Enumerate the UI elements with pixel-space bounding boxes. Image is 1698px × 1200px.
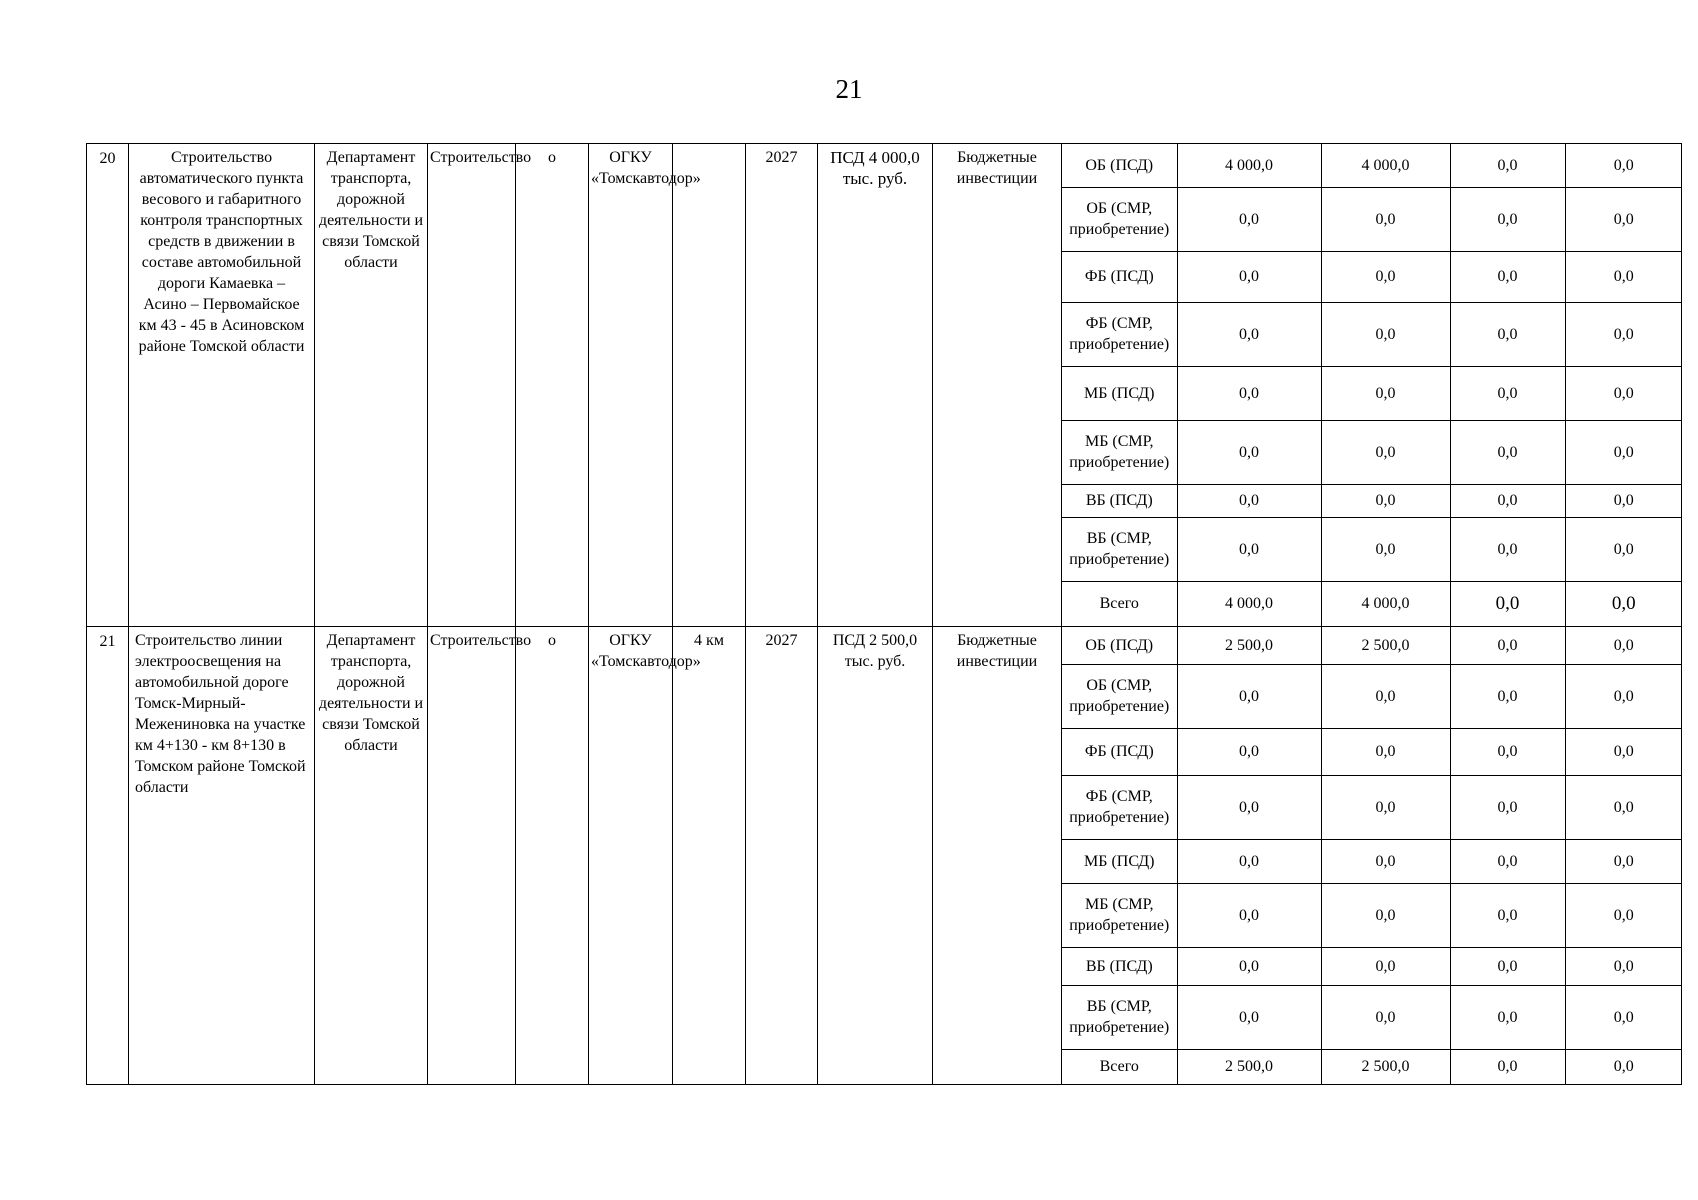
finance-value: 0,0 xyxy=(1450,144,1565,187)
finance-table xyxy=(1062,144,1682,626)
investment-form: Бюджетные инвестиции xyxy=(933,144,1062,627)
finance-row xyxy=(1062,484,1682,517)
finance-value: 0,0 xyxy=(1450,883,1565,947)
finance-value: 0,0 xyxy=(1177,775,1321,839)
finance-value: 0,0 xyxy=(1321,728,1450,775)
finance-row xyxy=(1062,251,1682,302)
finance-value: 0,0 xyxy=(1177,484,1321,517)
finance-source: ВБ (СМР, приобретение) xyxy=(1062,985,1177,1049)
finance-source: ФБ (СМР, приобретение) xyxy=(1062,302,1177,366)
finance-source: ОБ (СМР, приобретение) xyxy=(1062,664,1177,728)
finance-value: 4 000,0 xyxy=(1321,581,1450,626)
finance-source: ОБ (ПСД) xyxy=(1062,144,1177,187)
finance-value: 0,0 xyxy=(1565,947,1682,985)
investment-form: Бюджетные инвестиции xyxy=(933,627,1062,1085)
finance-value: 0,0 xyxy=(1565,664,1682,728)
table-row xyxy=(87,627,1682,1085)
finance-row xyxy=(1062,947,1682,985)
finance-source: ВБ (ПСД) xyxy=(1062,484,1177,517)
finance-value: 0,0 xyxy=(1177,664,1321,728)
finance-source: МБ (ПСД) xyxy=(1062,366,1177,420)
finance-value: 0,0 xyxy=(1450,947,1565,985)
finance-row xyxy=(1062,366,1682,420)
finance-row xyxy=(1062,517,1682,581)
finance-value: 0,0 xyxy=(1450,366,1565,420)
finance-value: 0,0 xyxy=(1321,947,1450,985)
finance-row xyxy=(1062,187,1682,251)
finance-value: 0,0 xyxy=(1177,302,1321,366)
finance-value: 0,0 xyxy=(1177,985,1321,1049)
finance-row xyxy=(1062,839,1682,883)
finance-value: 0,0 xyxy=(1321,517,1450,581)
finance-total-row xyxy=(1062,581,1682,626)
finance-value: 2 500,0 xyxy=(1177,627,1321,664)
finance-value: 0,0 xyxy=(1565,775,1682,839)
finance-value: 0,0 xyxy=(1321,775,1450,839)
finance-value: 2 500,0 xyxy=(1177,1049,1321,1084)
finance-value: 0,0 xyxy=(1450,728,1565,775)
finance-value: 0,0 xyxy=(1565,728,1682,775)
finance-value: 0,0 xyxy=(1450,302,1565,366)
finance-value: 0,0 xyxy=(1177,883,1321,947)
finance-value: 0,0 xyxy=(1450,664,1565,728)
finance-row xyxy=(1062,664,1682,728)
finance-source: ВБ (ПСД) xyxy=(1062,947,1177,985)
finance-source: МБ (ПСД) xyxy=(1062,839,1177,883)
finance-value: 0,0 xyxy=(1177,251,1321,302)
finance-value: 0,0 xyxy=(1565,839,1682,883)
finance-value: 0,0 xyxy=(1565,366,1682,420)
table-row xyxy=(87,144,1682,627)
finance-source: Всего xyxy=(1062,581,1177,626)
finance-value: 0,0 xyxy=(1321,302,1450,366)
finance-value: 0,0 xyxy=(1177,839,1321,883)
finance-value: 0,0 xyxy=(1450,251,1565,302)
finance-value: 0,0 xyxy=(1321,187,1450,251)
finance-value: 2 500,0 xyxy=(1321,627,1450,664)
finance-value: 0,0 xyxy=(1565,627,1682,664)
finance-value: 0,0 xyxy=(1450,985,1565,1049)
finance-block xyxy=(1062,627,1682,1085)
finance-value: 0,0 xyxy=(1450,581,1565,626)
work-type: Строительство xyxy=(428,627,516,1085)
finance-row xyxy=(1062,985,1682,1049)
customer: ОГКУ «Томскавтодор» xyxy=(589,627,673,1085)
object-name: Строительство автоматического пункта весового и габаритного контроля транспортных средств в движении в составе автомобильной дороги Камаевка – Асино – Первомайское км 43 - 45 в Асиновском районе Томской области xyxy=(129,144,315,627)
completion-year: 2027 xyxy=(746,144,818,627)
work-type: Строительство xyxy=(428,144,516,627)
finance-value: 0,0 xyxy=(1450,627,1565,664)
finance-value: 0,0 xyxy=(1450,775,1565,839)
finance-value: 4 000,0 xyxy=(1177,144,1321,187)
object-name: Строительство линии электроосвещения на автомобильной дороге Томск-Мирный-Межениновка на участке км 4+130 - км 8+130 в Томском районе Томской области xyxy=(129,627,315,1085)
finance-total-row xyxy=(1062,1049,1682,1084)
customer: ОГКУ «Томскавтодор» xyxy=(589,144,673,627)
finance-value: 0,0 xyxy=(1321,366,1450,420)
row-number: 21 xyxy=(87,627,129,1085)
finance-value: 4 000,0 xyxy=(1177,581,1321,626)
finance-source: ФБ (ПСД) xyxy=(1062,251,1177,302)
finance-source: МБ (СМР, приобретение) xyxy=(1062,883,1177,947)
finance-value: 0,0 xyxy=(1565,251,1682,302)
finance-value: 0,0 xyxy=(1611,593,1636,615)
capacity: 4 км xyxy=(673,627,746,1085)
finance-value: 0,0 xyxy=(1177,420,1321,484)
finance-value: 0,0 xyxy=(1177,366,1321,420)
finance-row xyxy=(1062,420,1682,484)
completion-year: 2027 xyxy=(746,627,818,1085)
finance-value: 0,0 xyxy=(1565,883,1682,947)
finance-value: 0,0 xyxy=(1565,517,1682,581)
finance-source: ФБ (СМР, приобретение) xyxy=(1062,775,1177,839)
finance-row xyxy=(1062,728,1682,775)
finance-value: 0,0 xyxy=(1565,144,1682,187)
finance-row xyxy=(1062,627,1682,664)
finance-value: 0,0 xyxy=(1321,839,1450,883)
responsible-department: Департамент транспорта, дорожной деятельности и связи Томской области xyxy=(315,627,428,1085)
finance-value: 0,0 xyxy=(1613,1058,1634,1076)
finance-value: 0,0 xyxy=(1565,187,1682,251)
finance-value: 0,0 xyxy=(1321,484,1450,517)
estimated-cost: ПСД 2 500,0 тыс. руб. xyxy=(818,627,933,1085)
estimated-cost: ПСД 4 000,0 тыс. руб. xyxy=(818,144,933,627)
finance-value: 0,0 xyxy=(1565,484,1682,517)
finance-value: 0,0 xyxy=(1321,985,1450,1049)
finance-row xyxy=(1062,302,1682,366)
finance-source: МБ (СМР, приобретение) xyxy=(1062,420,1177,484)
finance-value: 0,0 xyxy=(1450,839,1565,883)
finance-table xyxy=(1062,627,1682,1084)
object-mark: о xyxy=(516,144,589,627)
finance-value: 0,0 xyxy=(1177,517,1321,581)
finance-value: 0,0 xyxy=(1565,302,1682,366)
finance-value: 0,0 xyxy=(1321,664,1450,728)
finance-value: 0,0 xyxy=(1177,947,1321,985)
finance-value: 0,0 xyxy=(1450,517,1565,581)
finance-block xyxy=(1062,144,1682,627)
finance-value: 0,0 xyxy=(1450,420,1565,484)
responsible-department: Департамент транспорта, дорожной деятельности и связи Томской области xyxy=(315,144,428,627)
finance-value: 2 500,0 xyxy=(1321,1049,1450,1084)
finance-source: ВБ (СМР, приобретение) xyxy=(1062,517,1177,581)
finance-value: 0,0 xyxy=(1321,420,1450,484)
capacity xyxy=(673,144,746,627)
finance-source: ФБ (ПСД) xyxy=(1062,728,1177,775)
finance-value: 0,0 xyxy=(1450,187,1565,251)
finance-source: ОБ (ПСД) xyxy=(1062,627,1177,664)
finance-value: 0,0 xyxy=(1177,728,1321,775)
finance-value: 0,0 xyxy=(1565,420,1682,484)
row-number: 20 xyxy=(87,144,129,627)
finance-source: Всего xyxy=(1062,1049,1177,1084)
finance-value: 0,0 xyxy=(1565,985,1682,1049)
object-mark: о xyxy=(516,627,589,1085)
finance-value: 0,0 xyxy=(1450,1049,1565,1084)
finance-value: 0,0 xyxy=(1177,187,1321,251)
finance-row xyxy=(1062,775,1682,839)
investment-table xyxy=(86,143,1682,1085)
finance-value: 0,0 xyxy=(1321,251,1450,302)
finance-value: 0,0 xyxy=(1321,883,1450,947)
finance-value: 0,0 xyxy=(1450,484,1565,517)
finance-source: ОБ (СМР, приобретение) xyxy=(1062,187,1177,251)
page-number: 21 xyxy=(835,74,863,104)
finance-value: 4 000,0 xyxy=(1321,144,1450,187)
finance-row xyxy=(1062,883,1682,947)
finance-row xyxy=(1062,144,1682,187)
